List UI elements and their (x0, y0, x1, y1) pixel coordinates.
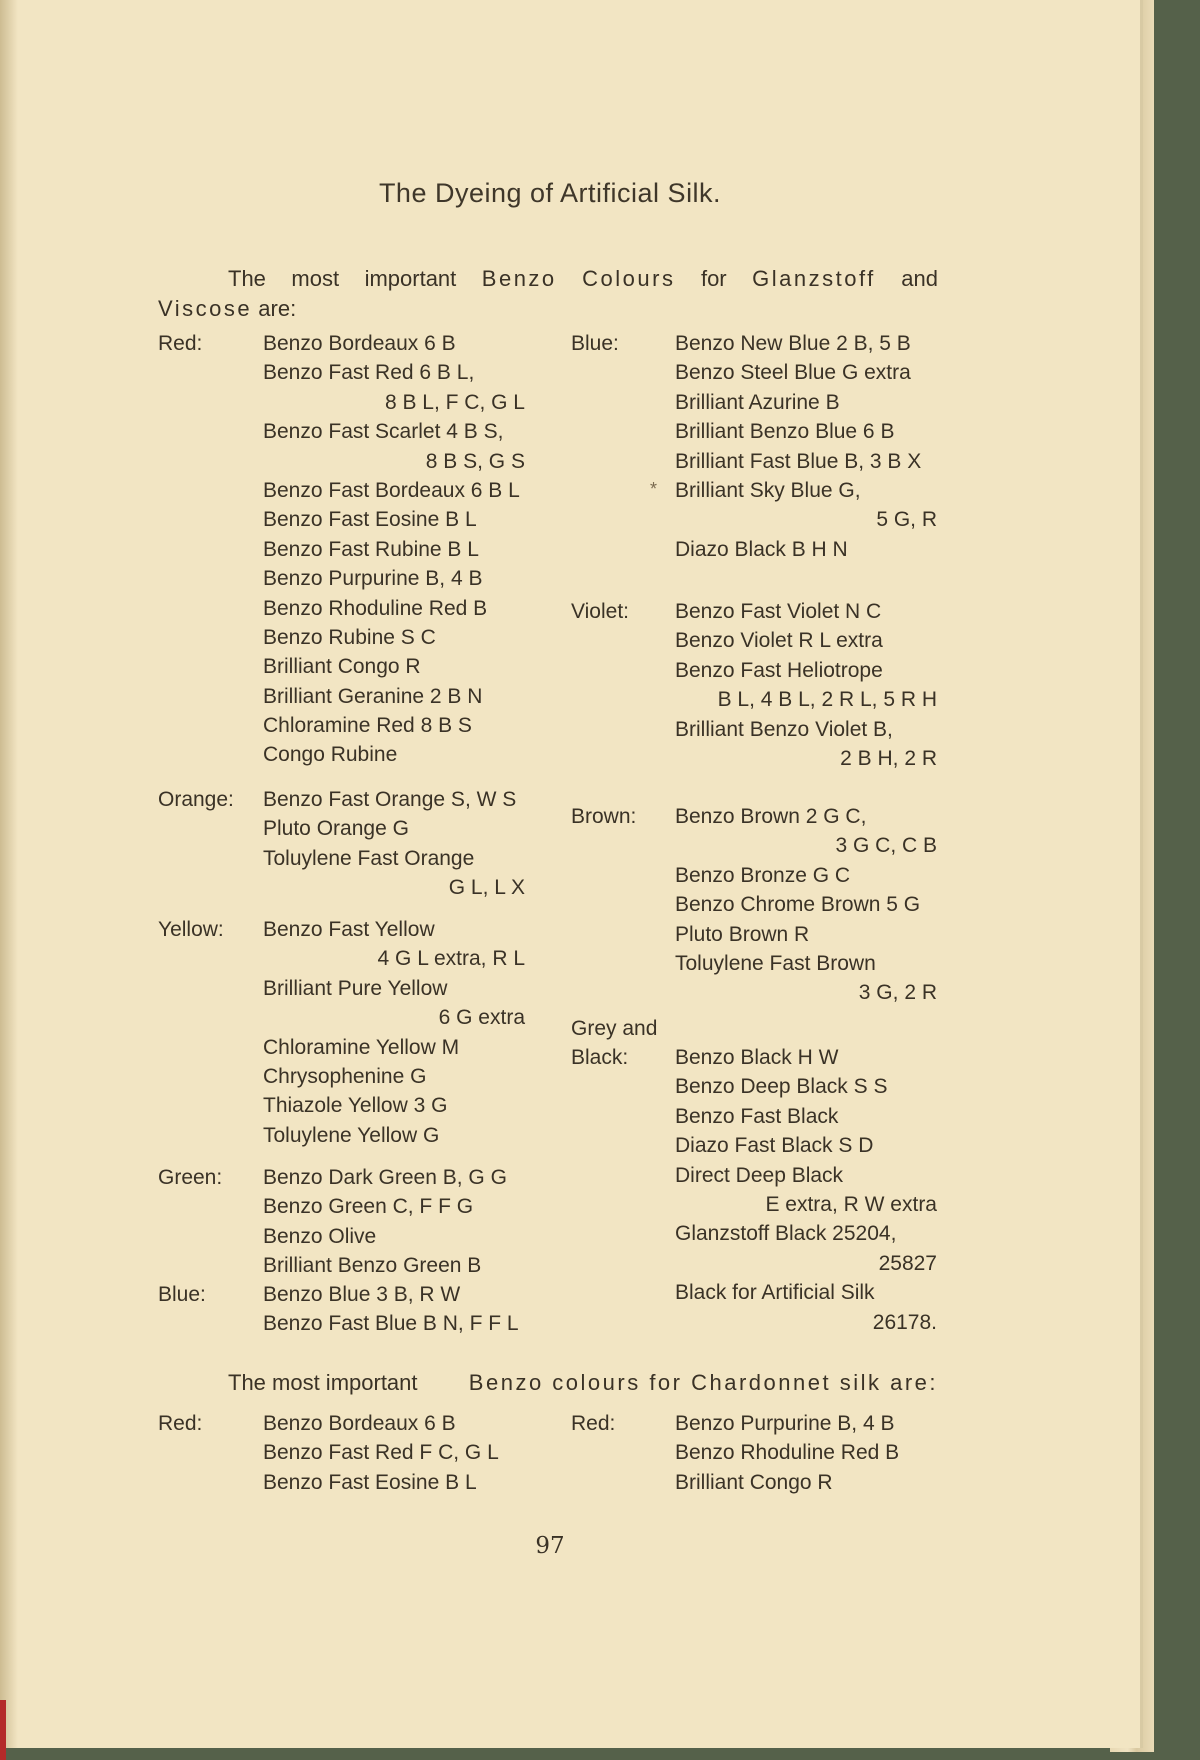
asterisk-mark: * (650, 479, 658, 499)
intro-line-2 (158, 294, 938, 324)
label-yellow: Yellow: (158, 918, 224, 941)
list-item: Pluto Brown R (675, 922, 810, 946)
list-item: Benzo Green C, F F G (263, 1195, 474, 1219)
list-red (263, 329, 525, 770)
list-item: Benzo Brown 2 G C, (675, 805, 867, 828)
list-item: Glanzstoff Black 25204, (675, 1222, 897, 1246)
list-orange (263, 785, 525, 903)
intro-word: Colours (582, 266, 676, 291)
intro-word: most (291, 266, 340, 291)
list-item: Benzo Bordeaux 6 B (263, 332, 456, 355)
list-violet (675, 597, 937, 773)
list-item: Benzo Bordeaux 6 B (263, 1412, 456, 1435)
list-item: Benzo Fast Rubine B L (263, 537, 479, 561)
list-chardonnet-red-left (263, 1409, 525, 1497)
list-item: Benzo Fast Blue B N, F F L (263, 1312, 519, 1336)
label-chardonnet-red-right: Red: (571, 1412, 616, 1435)
list-item: Benzo Chrome Brown 5 G (675, 893, 921, 917)
intro-line-1 (158, 264, 938, 294)
list-item: Brilliant Azurine B (675, 390, 840, 414)
list-item: Benzo Rubine S C (263, 625, 436, 649)
list-item: Toluylene Yellow G (263, 1123, 440, 1147)
list-item: Benzo Fast Eosine B L (263, 1470, 477, 1494)
list-blue-right (675, 329, 937, 564)
list-item: Black for Artificial Silk (675, 1281, 875, 1305)
list-item: E extra, R W extra (765, 1192, 937, 1216)
list-item: Pluto Orange G (263, 817, 409, 841)
list-item: Benzo Fast Orange S, W S (263, 788, 517, 811)
label-grey-black-1: Grey and (571, 1017, 658, 1040)
page-title: The Dyeing of Artificial Silk. (378, 178, 722, 208)
list-item: Chloramine Red 8 B S (263, 714, 472, 738)
list-item: Benzo Fast Yellow (263, 918, 435, 941)
list-item: Brilliant Congo R (675, 1470, 833, 1494)
list-item: Thiazole Yellow 3 G (263, 1094, 448, 1118)
list-item: Benzo Rhoduline Red B (675, 1441, 900, 1465)
list-item: 8 B L, F C, G L (384, 390, 525, 414)
list-item: Benzo Dark Green B, G G (263, 1166, 507, 1189)
list-item: Benzo Fast Red 6 B L, (263, 361, 475, 385)
list-item: Benzo Steel Blue G extra (675, 361, 911, 385)
list-item: 2 B H, 2 R (840, 746, 937, 770)
intro-word: Glanzstoff (752, 266, 876, 291)
list-item: Toluylene Fast Orange (263, 846, 475, 870)
list-item: Benzo Fast Violet N C (675, 600, 882, 623)
intro-word: are: (258, 296, 297, 321)
list-item: Benzo Fast Scarlet 4 B S, (263, 420, 504, 444)
label-orange: Orange: (158, 788, 234, 811)
label-blue-right: Blue: (571, 332, 619, 355)
intro-word: and (901, 266, 938, 291)
list-item: Chloramine Yellow M (263, 1035, 460, 1059)
list-item: 6 G extra (438, 1006, 525, 1030)
list-item: 3 G C, C B (835, 834, 937, 858)
bookmark-ribbon (0, 1700, 6, 1760)
intro-chardonnet-part2: Benzo colours for Chardonnet silk are: (468, 1370, 938, 1395)
list-green (263, 1163, 525, 1281)
list-item: Benzo Bronze G C (675, 863, 851, 887)
list-item: Benzo New Blue 2 B, 5 B (675, 332, 911, 355)
list-item: Brilliant Congo R (263, 655, 421, 679)
list-grey-black (675, 1043, 937, 1337)
intro-chardonnet (158, 1368, 938, 1398)
binding-gutter (0, 0, 18, 1748)
list-item: Benzo Purpurine B, 4 B (263, 567, 483, 591)
intro-word: for (700, 266, 727, 291)
list-chardonnet-red-right (675, 1409, 937, 1497)
list-item: G L, L X (448, 876, 525, 900)
list-item: Benzo Rhoduline Red B (263, 596, 488, 620)
list-item: Benzo Blue 3 B, R W (263, 1283, 461, 1306)
intro-glanzstoff (158, 264, 938, 324)
intro-word: The (228, 266, 266, 291)
list-item: Brilliant Benzo Blue 6 B (675, 420, 895, 444)
list-item: Chrysophenine G (263, 1064, 427, 1088)
list-item: Benzo Fast Heliotrope (675, 658, 883, 682)
list-item: Diazo Black B H N (675, 537, 848, 561)
label-violet: Violet: (571, 600, 629, 623)
list-item: Brilliant Benzo Green B (263, 1254, 482, 1278)
list-item: Brilliant Pure Yellow (263, 976, 448, 1000)
intro-chardonnet-part1: The most important (228, 1370, 418, 1395)
list-item: Benzo Fast Eosine B L (263, 508, 477, 532)
list-item: 3 G, 2 R (858, 981, 937, 1005)
label-blue-left: Blue: (158, 1283, 206, 1306)
list-yellow (263, 915, 525, 1150)
list-item: Benzo Black H W (675, 1046, 839, 1069)
list-item: 26178. (872, 1310, 937, 1334)
list-item: Congo Rubine (263, 743, 398, 767)
label-green: Green: (158, 1166, 223, 1189)
list-item: Benzo Fast Bordeaux 6 B L (263, 478, 520, 502)
list-item: 4 G L extra, R L (377, 947, 525, 971)
list-item: Benzo Olive (263, 1224, 377, 1248)
label-grey-black-2: Black: (571, 1046, 629, 1069)
list-item: Benzo Violet R L extra (675, 629, 883, 653)
intro-word: Benzo (481, 266, 557, 291)
list-blue-left (263, 1280, 525, 1339)
list-item: 8 B S, G S (425, 449, 525, 473)
list-item: Brilliant Geranine 2 B N (263, 684, 483, 708)
label-brown: Brown: (571, 805, 637, 828)
intro-word: important (364, 266, 457, 291)
label-red: Red: (158, 332, 203, 355)
list-brown (675, 802, 937, 1008)
list-item: 25827 (878, 1251, 937, 1275)
page-number: 97 (535, 1533, 565, 1559)
list-item: B L, 4 B L, 2 R L, 5 R H (717, 688, 937, 712)
list-item: Brilliant Sky Blue G, (675, 478, 861, 502)
list-item: 5 G, R (876, 508, 937, 532)
list-item: Brilliant Fast Blue B, 3 B X (675, 449, 922, 473)
list-item: Toluylene Fast Brown (675, 951, 876, 975)
label-chardonnet-red-left: Red: (158, 1412, 203, 1435)
list-item: Direct Deep Black (675, 1163, 844, 1187)
list-item: Benzo Fast Black (675, 1104, 839, 1128)
list-item: Benzo Fast Red F C, G L (263, 1441, 499, 1465)
list-item: Benzo Purpurine B, 4 B (675, 1412, 895, 1435)
list-item: Diazo Fast Black S D (675, 1134, 874, 1158)
list-item: Brilliant Benzo Violet B, (675, 717, 893, 741)
list-item: Benzo Deep Black S S (675, 1075, 888, 1099)
intro-word: Viscose (158, 296, 253, 321)
